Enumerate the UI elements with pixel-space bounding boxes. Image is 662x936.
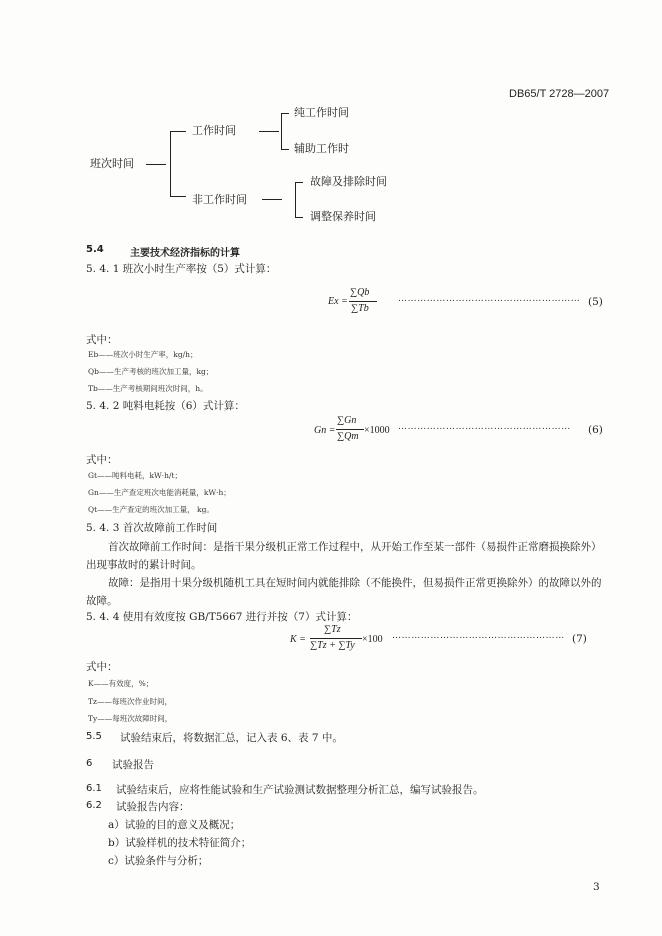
equation-number: (7) xyxy=(572,633,587,645)
tree-connector xyxy=(295,217,303,218)
tree-connector xyxy=(262,199,282,200)
fraction-bar xyxy=(336,429,364,430)
paragraph: 故障：是指用十果分级机随机工具在短时间内就能排除（不能换件，但易损件正常更换除外）的故障以外的故障。 xyxy=(86,577,602,607)
list-item: c）试验条件与分析； xyxy=(108,855,209,867)
leader-dots: ……………………………………………… xyxy=(398,422,571,432)
paragraph: 首次故障前工作时间：是指干果分级机正常工作过程中，从开始工作至某一部件（易损件正常磨损换除外）出现事故时的累计时间。 xyxy=(86,541,602,571)
formula-lhs: Gn = xyxy=(314,425,336,436)
section-number: 5.4 xyxy=(86,244,104,255)
definition: K——有效度，%； xyxy=(88,679,154,688)
section-heading: 5. 4. 1 班次小时生产率按（5）式计算： xyxy=(86,263,277,275)
formula-numerator: ∑Qb xyxy=(350,287,370,298)
tree-non-work-time: 非工作时间 xyxy=(192,193,247,206)
section-heading: 5. 4. 2 吨料电耗按（6）式计算： xyxy=(86,400,245,412)
definition: Tb——生产考核期间班次时间，h。 xyxy=(88,384,208,393)
tree-bracket xyxy=(295,182,296,218)
equation-number: (6) xyxy=(588,424,603,436)
equation-number: (5) xyxy=(588,296,603,308)
definition: Ty——每班次故障时间， xyxy=(88,714,173,723)
where-label: 式中： xyxy=(86,334,118,346)
tree-connector xyxy=(170,131,186,132)
section-text: 试验报告内容： xyxy=(116,801,190,813)
formula-multiplier: ×1000 xyxy=(364,425,390,436)
formula-denominator: ∑Tb xyxy=(351,303,369,314)
section-number: 6 xyxy=(86,758,93,769)
definition: Eb——班次小时生产率，kg/h； xyxy=(88,350,198,359)
tree-root: 班次时间 xyxy=(90,157,134,170)
section-text: 试验结束后，应将性能试验和生产试验测试数据整理分析汇总，编写试验报告。 xyxy=(116,784,484,796)
tree-pure-work: 纯工作时间 xyxy=(294,106,349,119)
tree-work-time: 工作时间 xyxy=(192,124,236,137)
formula-lhs: Ex = xyxy=(328,296,348,307)
fraction-bar xyxy=(349,301,377,302)
formula-numerator: ∑Gn xyxy=(337,415,357,426)
definition: Qb——生产考核的班次加工量，kg； xyxy=(88,367,214,376)
definition: Gn——生产查定班次电能消耗量，kW·h； xyxy=(88,488,231,497)
tree-connector xyxy=(281,149,289,150)
tree-bracket xyxy=(170,131,171,197)
tree-connector xyxy=(281,113,289,114)
tree-adjust-maint: 调整保养时间 xyxy=(310,210,376,223)
list-item: a）试验的目的意义及概况； xyxy=(108,819,241,831)
definition: Gt——吨料电耗，kW·h/t； xyxy=(88,471,183,480)
section-number: 6.1 xyxy=(86,783,102,794)
section-title: 主要技术经济指标的计算 xyxy=(130,248,240,259)
fraction-bar xyxy=(310,638,362,639)
tree-aux-work: 辅助工作时 xyxy=(294,142,349,155)
section-heading: 5. 4. 3 首次故障前工作时间 xyxy=(86,522,218,534)
definition: Tz——每班次作业时间， xyxy=(88,697,172,706)
doc-code: DB65/T 2728—2007 xyxy=(509,88,610,100)
formula-lhs: K = xyxy=(290,634,306,645)
formula-denominator: ∑Qm xyxy=(337,431,359,442)
leader-dots: ……………………………………………… xyxy=(392,631,565,641)
where-label: 式中： xyxy=(86,661,118,673)
list-item: b）试验样机的技术特征简介； xyxy=(108,837,252,849)
tree-fault-fix: 故障及排除时间 xyxy=(310,175,387,188)
tree-connector xyxy=(295,182,303,183)
tree-bracket xyxy=(281,113,282,150)
formula-denominator: ∑Tz + ∑Ty xyxy=(310,640,355,651)
tree-connector xyxy=(146,164,166,165)
section-text: 试验结束后，将数据汇总，记入表 6、表 7 中。 xyxy=(120,732,343,744)
section-title: 试验报告 xyxy=(112,759,154,771)
section-number: 6.2 xyxy=(86,800,102,811)
formula-numerator: ∑Tz xyxy=(324,624,341,635)
formula-multiplier: ×100 xyxy=(362,634,383,645)
tree-connector xyxy=(170,196,186,197)
section-number: 5.5 xyxy=(86,731,102,742)
page-number: 3 xyxy=(593,881,600,893)
section-heading: 5. 4. 4 使用有效度按 GB/T5667 进行并按（7）式计算： xyxy=(86,611,358,623)
where-label: 式中： xyxy=(86,454,118,466)
definition: Qt——生产查定的班次加工量， kg。 xyxy=(88,505,214,514)
leader-dots: ………………………………………………… xyxy=(398,294,581,304)
tree-connector xyxy=(259,131,279,132)
